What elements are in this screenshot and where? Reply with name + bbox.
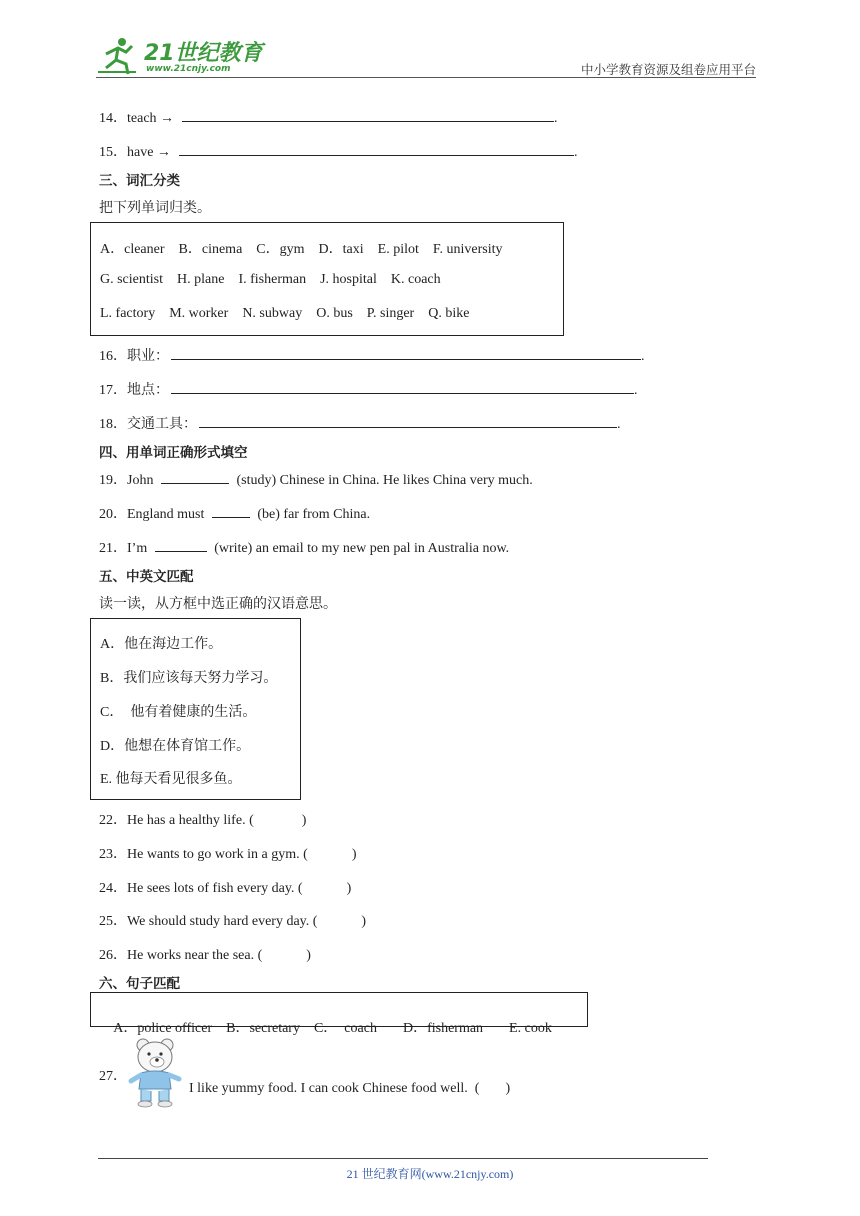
question-25 xyxy=(99,910,366,930)
answer-blank[interactable] xyxy=(161,469,229,484)
occupation-option: E. cook xyxy=(509,1021,552,1036)
question-text: He wants to go work in a gym. ( xyxy=(127,847,308,862)
question-number: 14． xyxy=(99,111,127,126)
section-4-title: 四、用单词正确形式填空 xyxy=(99,445,248,461)
period: . xyxy=(617,417,621,432)
footer-text[interactable]: 21 世纪教育网(www.21cnjy.com) xyxy=(346,1167,514,1181)
question-number: 22． xyxy=(99,813,127,828)
logo-text: 21世纪教育 xyxy=(144,41,263,66)
word-option: F. university xyxy=(432,242,503,257)
close-paren: ) xyxy=(351,847,357,862)
close-paren: ) xyxy=(301,813,307,828)
question-24 xyxy=(99,877,351,897)
close-paren: ) xyxy=(346,881,352,896)
question-text: (write) an email to my new pen pal in Australia now. xyxy=(214,541,510,556)
section-5-instruction: 读一读，从方框中选正确的汉语意思。 xyxy=(99,597,337,612)
question-23 xyxy=(99,843,356,863)
question-19 xyxy=(99,469,533,489)
word-option: B．cinema xyxy=(178,242,243,257)
logo-url: www.21cnjy.com xyxy=(146,64,231,74)
occupation-option: B．secretary xyxy=(226,1021,300,1036)
question-27 xyxy=(182,1065,510,1097)
word-option: C．gym xyxy=(256,242,305,257)
question-number: 21． xyxy=(99,541,127,556)
word-bank-row-1 xyxy=(100,238,517,258)
close-paren: ) xyxy=(505,1081,511,1096)
period: . xyxy=(573,145,578,160)
question-text: have → xyxy=(127,145,171,160)
question-number: 25． xyxy=(99,914,127,929)
question-text: He sees lots of fish every day. ( xyxy=(127,881,303,896)
question-text: He has a healthy life. ( xyxy=(127,813,254,828)
answer-blank[interactable] xyxy=(182,107,554,122)
question-text: (be) far from China. xyxy=(257,507,371,522)
answer-blank[interactable] xyxy=(212,503,250,518)
word-bank-row-2 xyxy=(100,272,455,288)
occupation-option: D．fisherman xyxy=(402,1021,484,1036)
section-6-title: 六、句子匹配 xyxy=(99,976,180,992)
word-bank-row-3 xyxy=(100,306,483,322)
question-27-number: 27． xyxy=(99,1069,127,1084)
word-option: Q. bike xyxy=(428,306,470,321)
question-number: 16． xyxy=(99,349,127,364)
question-16 xyxy=(99,345,645,365)
question-text: John xyxy=(127,473,154,488)
word-option: I. fisherman xyxy=(238,272,307,287)
word-option: E. pilot xyxy=(377,242,419,257)
option-e: E. 他每天看见很多鱼。 xyxy=(100,772,242,787)
question-text: England must xyxy=(127,507,205,522)
answer-blank[interactable] xyxy=(155,537,207,552)
question-text: We should study hard every day. ( xyxy=(127,914,318,929)
question-number: 18． xyxy=(99,417,127,432)
period: . xyxy=(634,383,638,398)
period: . xyxy=(554,111,558,126)
word-option: M. worker xyxy=(169,306,229,321)
option-b: B．我们应该每天努力学习。 xyxy=(100,671,278,686)
question-21 xyxy=(99,537,509,557)
question-18 xyxy=(99,413,621,433)
question-number: 19． xyxy=(99,473,127,488)
word-option: P. singer xyxy=(366,306,415,321)
option-c: C． 他有着健康的生活。 xyxy=(100,705,257,720)
footer-divider xyxy=(98,1158,708,1159)
occupation-option: A．police officer xyxy=(113,1021,213,1036)
question-15 xyxy=(99,141,577,161)
site-logo xyxy=(96,34,266,78)
question-number: 24． xyxy=(99,881,127,896)
question-number: 15． xyxy=(99,145,127,160)
section-5-title: 五、中英文匹配 xyxy=(99,569,194,585)
question-label: 地点： xyxy=(127,383,169,398)
word-option: N. subway xyxy=(242,306,303,321)
word-option: L. factory xyxy=(100,306,156,321)
header-platform-text: 中小学教育资源及组卷应用平台 xyxy=(580,63,756,77)
word-option: A．cleaner xyxy=(100,242,165,257)
section-3-title: 三、词汇分类 xyxy=(99,173,180,189)
close-paren: ) xyxy=(361,914,367,929)
question-label: 交通工具： xyxy=(127,417,197,432)
question-number: 23． xyxy=(99,847,127,862)
question-text: I’m xyxy=(127,541,148,556)
question-text: I like yummy food. I can cook Chinese food well. ( xyxy=(189,1081,480,1096)
option-a: A．他在海边工作。 xyxy=(100,637,223,652)
word-option: J. hospital xyxy=(320,272,377,287)
word-option: G. scientist xyxy=(100,272,163,287)
header-divider xyxy=(96,77,756,78)
question-number: 20． xyxy=(99,507,127,522)
section-3-instruction: 把下列单词归类。 xyxy=(99,201,211,216)
answer-blank[interactable] xyxy=(199,413,617,428)
answer-blank[interactable] xyxy=(179,141,574,156)
question-label: 职业： xyxy=(127,349,169,364)
question-number: 26． xyxy=(99,948,127,963)
question-text: He works near the sea. ( xyxy=(127,948,263,963)
word-option: O. bus xyxy=(316,306,353,321)
period: . xyxy=(641,349,645,364)
question-number: 17． xyxy=(99,383,127,398)
occupation-option: C． coach xyxy=(313,1021,377,1036)
answer-blank[interactable] xyxy=(171,345,641,360)
word-bank-box xyxy=(90,222,564,336)
occupation-options-box xyxy=(90,992,588,1036)
question-17 xyxy=(99,379,638,399)
question-text: teach → xyxy=(127,111,175,126)
bear-cartoon-image xyxy=(127,1035,183,1109)
word-option: K. coach xyxy=(390,272,441,287)
option-d: D．他想在体育馆工作。 xyxy=(100,739,251,754)
answer-blank[interactable] xyxy=(171,379,634,394)
meaning-options-box xyxy=(90,618,301,800)
word-option: D．taxi xyxy=(318,242,364,257)
question-26 xyxy=(99,944,311,964)
word-option: H. plane xyxy=(177,272,225,287)
question-14 xyxy=(99,107,558,127)
question-22 xyxy=(99,809,306,829)
question-text: (study) Chinese in China. He likes China very much. xyxy=(236,473,533,488)
close-paren: ) xyxy=(306,948,311,963)
question-20 xyxy=(99,503,370,523)
